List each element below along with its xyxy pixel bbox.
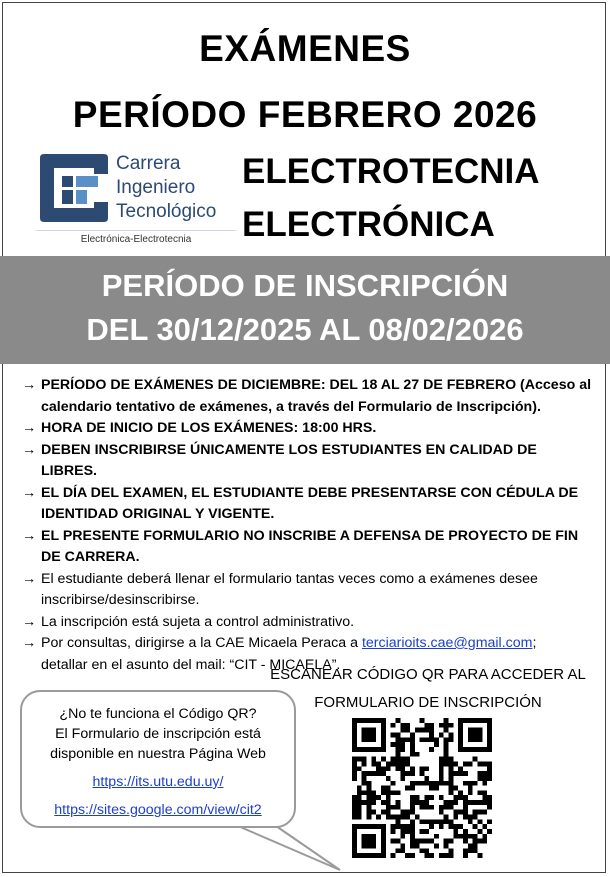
list-item (22, 569, 592, 612)
list-item (22, 483, 592, 526)
career-logo (36, 150, 236, 250)
arrow-icon: → (22, 420, 37, 436)
sites-link[interactable]: https://sites.google.com/view/cit2 (54, 802, 262, 818)
career-electrotecnia: ELECTROTECNIA (242, 152, 540, 191)
help-text: El Formulario de inscripción está (55, 726, 261, 742)
logo-mark-icon (36, 150, 112, 226)
arrow-icon: → (22, 570, 37, 587)
list-item (22, 418, 592, 440)
list-item (22, 526, 592, 569)
arrow-icon: → (22, 613, 37, 630)
help-question: ¿No te funciona el Código QR? (59, 706, 257, 722)
logo-text (116, 152, 216, 224)
list-item-text: PERÍODO DE EXÁMENES DE DICIEMBRE: DEL 18 AL 27 DE FEBRERO (Acceso al calendario tentativo de exámenes, a través del Formulario de Inscripción). (41, 377, 592, 415)
page-title: EXÁMENES (199, 28, 411, 69)
arrow-icon: → (22, 441, 37, 458)
qr-code[interactable] (352, 718, 492, 858)
website-link[interactable]: https://its.utu.edu.uy/ (92, 774, 224, 790)
list-item-text: DEBEN INSCRIBIRSE ÚNICAMENTE LOS ESTUDIANTES EN CALIDAD DE LIBRES. (41, 441, 537, 479)
logo-text-line: Carrera (116, 153, 181, 174)
logo-text-line: Ingeniero (116, 177, 196, 198)
career-electronica: ELECTRÓNICA (242, 205, 495, 244)
registration-heading: PERÍODO DE INSCRIPCIÓN (101, 268, 509, 303)
list-item-text: La inscripción está sujeta a control administrativo. (41, 613, 355, 630)
list-item (22, 375, 592, 418)
list-item (22, 440, 592, 483)
logo-subtitle: Electrónica-Electrotecnia (80, 234, 192, 245)
arrow-icon: → (22, 484, 37, 501)
registration-banner (0, 256, 610, 364)
list-item-text: EL DÍA DEL EXAMEN, EL ESTUDIANTE DEBE PRESENTARSE CON CÉDULA DE IDENTIDAD ORIGINAL Y VIGENTE. (41, 484, 579, 522)
list-item-text: El estudiante deberá llenar el formulario tantas veces como a exámenes desee inscribirse/desinscribirse. (41, 570, 538, 608)
arrow-icon: → (22, 377, 37, 393)
qr-label: FORMULARIO DE INSCRIPCIÓN (314, 694, 542, 711)
list-item-text: EL PRESENTE FORMULARIO NO INSCRIBE A DEFENSA DE PROYECTO DE FIN DE CARRERA. (41, 527, 579, 565)
info-list (22, 375, 592, 676)
speech-bubble-tail (236, 824, 346, 874)
arrow-icon: → (22, 635, 37, 651)
email-link[interactable]: terciarioits.cae@gmail.com (361, 635, 533, 651)
qr-label: ESCANEAR CÓDIGO QR PARA ACCEDER AL (270, 666, 586, 683)
logo-divider (36, 230, 236, 231)
help-bubble (20, 690, 296, 828)
contact-suffix: detallar en el asunto del mail: “CIT - MICAELA”. (41, 656, 341, 673)
list-item-text: HORA DE INICIO DE LOS EXÁMENES: 18:00 HRS. (41, 420, 377, 436)
contact-separator: ; (532, 635, 537, 651)
help-text: disponible en nuestra Página Web (50, 746, 266, 762)
list-item (22, 612, 592, 634)
registration-dates: DEL 30/12/2025 AL 08/02/2026 (86, 312, 524, 347)
page-subtitle: PERÍODO FEBRERO 2026 (72, 94, 538, 135)
arrow-icon: → (22, 527, 37, 544)
logo-text-line: Tecnológico (116, 201, 217, 222)
contact-prefix: Por consultas, dirigirse a la CAE Micaela Peraca a (41, 635, 362, 651)
